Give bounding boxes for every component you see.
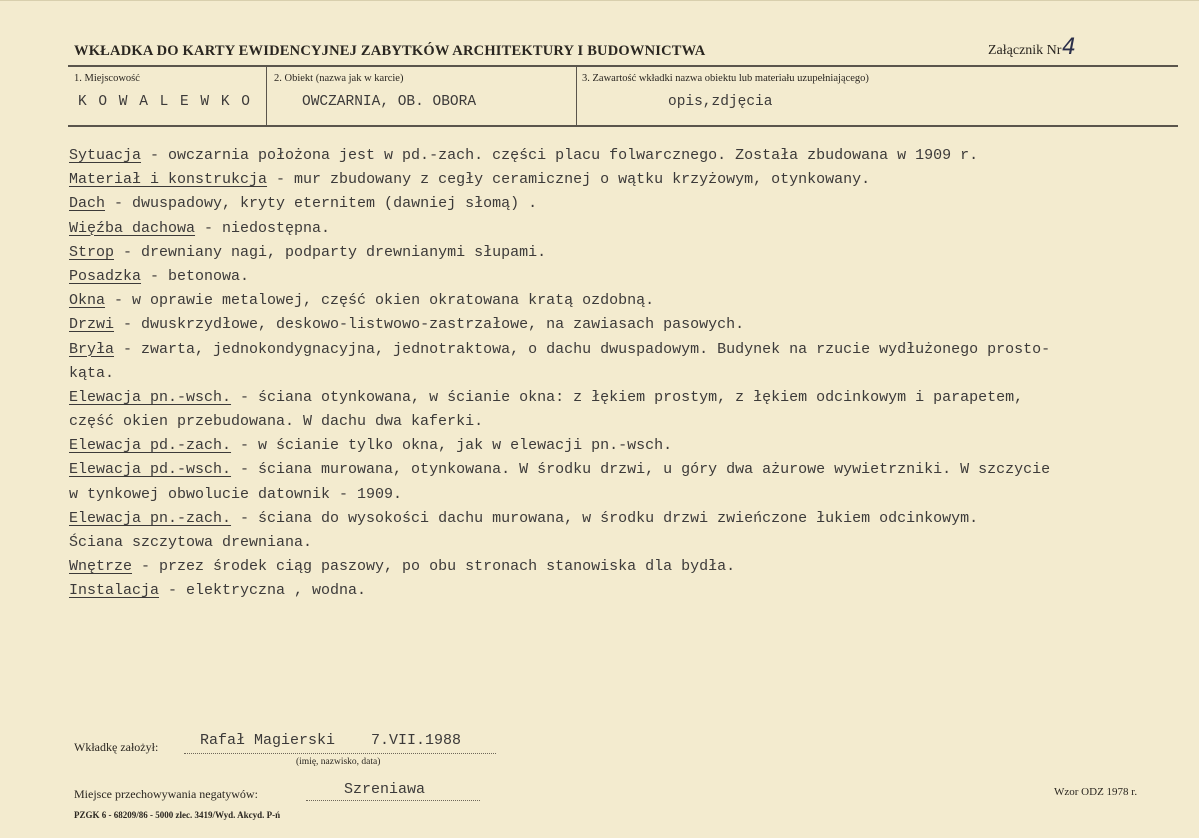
- negatives-label: Miejsce przechowywania negatywów:: [74, 787, 258, 801]
- description-line: [69, 579, 1179, 603]
- description-line: [69, 313, 1179, 337]
- description-line: [69, 531, 1179, 555]
- description-line: [69, 192, 1179, 216]
- section-text: Ściana szczytowa drewniana.: [69, 534, 313, 551]
- section-heading: Materiał i konstrukcja: [69, 171, 268, 189]
- section-text: - betonowa.: [141, 267, 250, 285]
- description-line: [69, 265, 1179, 289]
- object-label: 2. Obiekt (nazwa jak w karcie): [274, 73, 404, 84]
- description-line: [69, 555, 1179, 579]
- content-label: 3. Zawartość wkładki nazwa obiektu lub materiału uzupełniającego): [582, 73, 869, 84]
- negatives-value: Szreniawa: [344, 781, 426, 798]
- section-heading: Wnętrze: [69, 558, 133, 576]
- section-text: - w oprawie metalowej, część okien okratowana kratą ozdobną.: [105, 292, 655, 310]
- description-line: [69, 217, 1179, 241]
- negatives-dotted-line: [306, 800, 480, 801]
- author-label: Wkładkę założył:: [74, 740, 159, 754]
- description-line: [69, 410, 1179, 434]
- section-text: - w ścianie tylko okna, jak w elewacji pn.-wsch.: [231, 437, 673, 455]
- section-heading: Więźba dachowa: [69, 219, 196, 237]
- annex-number: 4: [1062, 35, 1076, 60]
- section-text: - owczarnia położona jest w pd.-zach. części placu folwarcznego. Została zbudowana w 1909 r.: [141, 147, 979, 164]
- section-text: kąta.: [69, 364, 115, 382]
- place-value: K O W A L E W K O: [78, 94, 252, 110]
- description-line: [69, 386, 1179, 410]
- section-heading: Sytuacja: [69, 147, 142, 164]
- section-heading: Elewacja pn.-zach.: [69, 509, 232, 527]
- section-heading: Elewacja pd.-wsch.: [69, 461, 232, 479]
- section-text: - drewniany nagi, podparty drewnianymi słupami.: [114, 243, 547, 261]
- description-line: [69, 507, 1179, 531]
- section-heading: Okna: [69, 292, 106, 310]
- content-value: opis,zdjęcia: [668, 94, 773, 110]
- section-text: - ściana do wysokości dachu murowana, w środku drzwi zwieńczone łukiem odcinkowym.: [231, 509, 979, 527]
- place-label: 1. Miejscowość: [74, 73, 140, 84]
- section-text: - elektryczna , wodna.: [159, 582, 367, 600]
- section-heading: Drzwi: [69, 316, 115, 334]
- section-text: - niedostępna.: [195, 219, 331, 237]
- author-dotted-line: [184, 753, 496, 754]
- description-line: [69, 434, 1179, 458]
- section-text: - przez środek ciąg paszowy, po obu stronach stanowiska dla bydła.: [132, 558, 736, 576]
- description-line: [69, 483, 1179, 507]
- description-line: [69, 168, 1179, 192]
- form-model: Wzor ODZ 1978 r.: [1054, 786, 1138, 798]
- description-line: [69, 338, 1179, 362]
- section-heading: Strop: [69, 243, 115, 261]
- description-line: [69, 144, 1179, 168]
- card-title: WKŁADKA DO KARTY EWIDENCYJNEJ ZABYTKÓW ARCHITEKTURY I BUDOWNICTWA: [74, 43, 706, 59]
- section-heading: Bryła: [69, 340, 115, 358]
- section-heading: Instalacja: [69, 582, 160, 600]
- section-text: - dwuspadowy, kryty eternitem (dawniej słomą) .: [105, 195, 538, 213]
- author-caption: (imię, nazwisko, data): [296, 757, 381, 767]
- section-text: - ściana otynkowana, w ścianie okna: z łękiem prostym, z łękiem odcinkowym i parapetem,: [231, 388, 1024, 406]
- section-text: - zwarta, jednokondygnacyjna, jednotraktowa, o dachu dwuspadowym. Budynek na rzucie wydłużonego prosto-: [114, 340, 1051, 358]
- section-heading: Elewacja pd.-zach.: [69, 437, 232, 455]
- description-line: [69, 241, 1179, 265]
- annex-label: Załącznik Nr: [988, 43, 1062, 58]
- section-text: część okien przebudowana. W dachu dwa kaferki.: [69, 413, 484, 431]
- author-value: Rafał Magierski 7.VII.1988: [200, 732, 462, 749]
- object-value: OWCZARNIA, OB. OBORA: [302, 94, 477, 110]
- section-text: w tynkowej obwolucie datownik - 1909.: [69, 485, 403, 503]
- description-line: [69, 458, 1179, 482]
- section-heading: Elewacja pn.-wsch.: [69, 388, 232, 406]
- header-top-rule: [68, 65, 1178, 67]
- column-divider-2: [576, 65, 577, 126]
- section-text: - ściana murowana, otynkowana. W środku drzwi, u góry dwa ażurowe wywietrzniki. W szczycie: [231, 461, 1051, 479]
- section-text: - mur zbudowany z cegły ceramicznej o wątku krzyżowym, otynkowany.: [267, 171, 871, 189]
- section-heading: Posadzka: [69, 267, 142, 285]
- column-divider-1: [266, 65, 267, 126]
- print-info: PZGK 6 - 68209/86 - 5000 zlec. 3419/Wyd. Akcyd. P-ń: [74, 810, 281, 820]
- description-line: [69, 362, 1179, 386]
- description-line: [69, 289, 1179, 313]
- header-bottom-rule: [68, 125, 1178, 127]
- description-body: [69, 144, 1179, 604]
- section-text: - dwuskrzydłowe, deskowo-listwowo-zastrzałowe, na zawiasach pasowych.: [114, 316, 745, 334]
- section-heading: Dach: [69, 195, 106, 213]
